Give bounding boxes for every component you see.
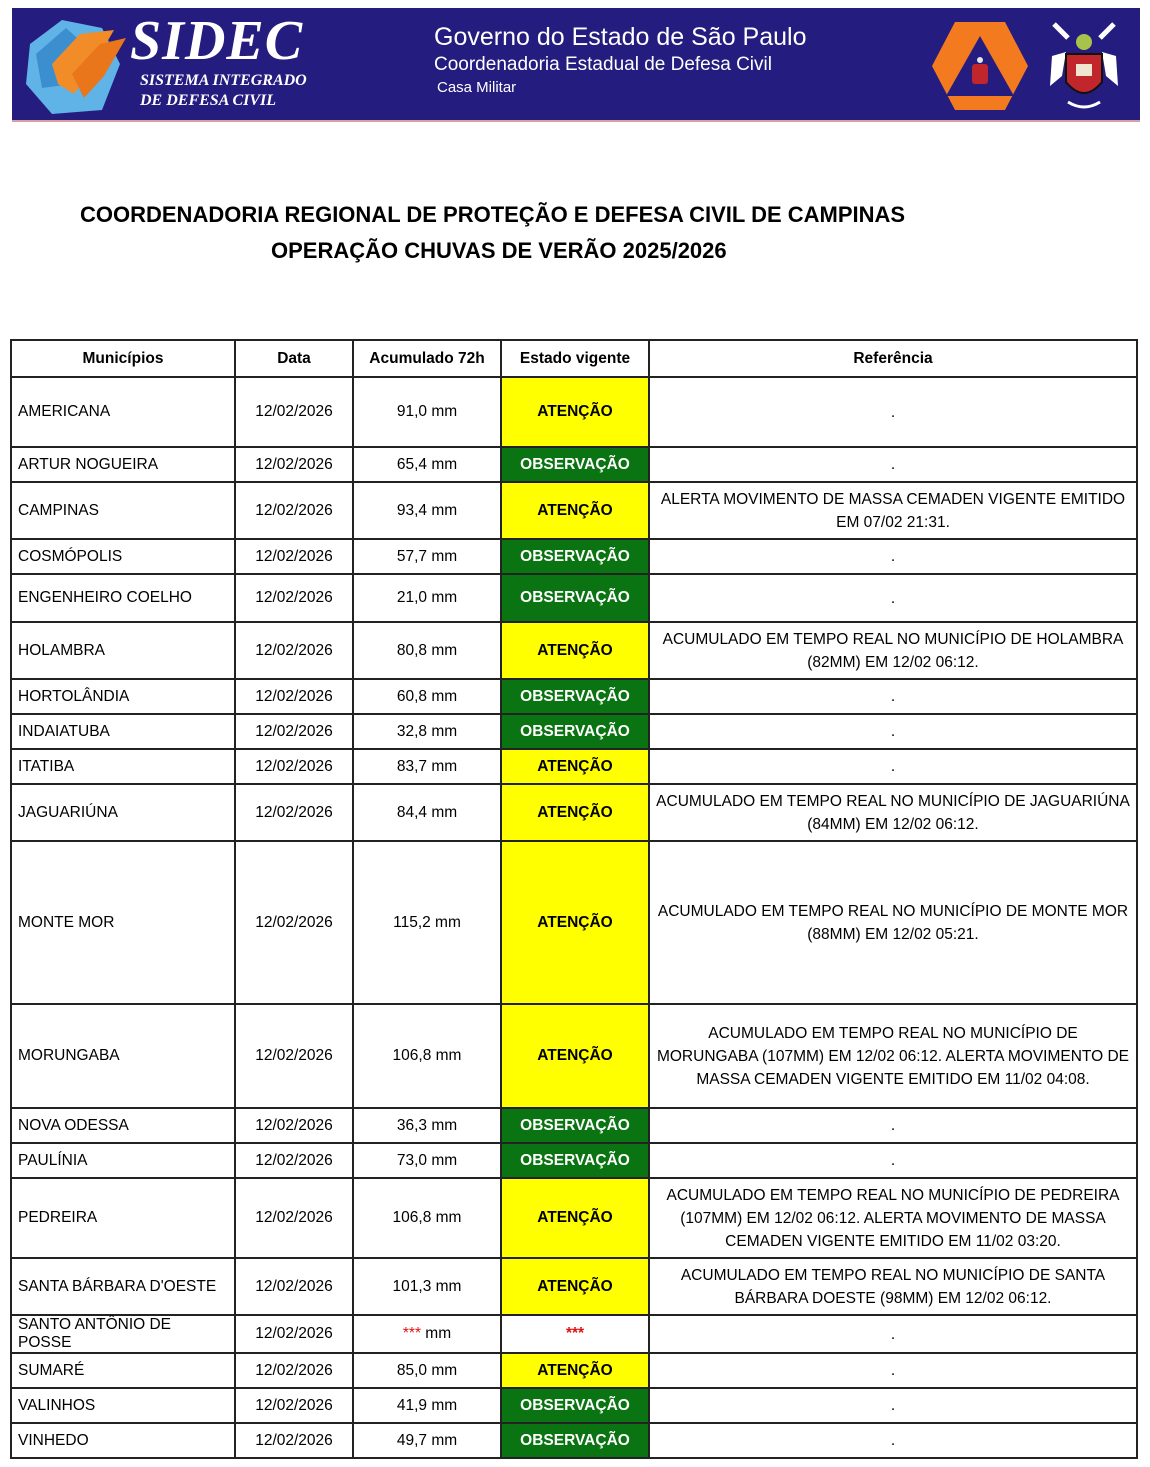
- reference-cell: ACUMULADO EM TEMPO REAL NO MUNICÍPIO DE SANTA BÁRBARA DOESTE (98MM) EM 12/02 06:12.: [649, 1258, 1137, 1315]
- status-badge: ***: [501, 1315, 649, 1353]
- municipio-cell: AMERICANA: [11, 377, 235, 447]
- table-header-row: [11, 340, 1137, 377]
- reference-cell: ALERTA MOVIMENTO DE MASSA CEMADEN VIGENTE EMITIDO EM 07/02 21:31.: [649, 482, 1137, 539]
- logo-subtitle-line2: DE DEFESA CIVIL: [140, 92, 277, 109]
- date-cell: 12/02/2026: [235, 622, 353, 679]
- reference-cell: .: [649, 574, 1137, 622]
- municipio-cell: COSMÓPOLIS: [11, 539, 235, 574]
- accumulated-rain-cell: 60,8 mm: [353, 679, 501, 714]
- reference-cell: ACUMULADO EM TEMPO REAL NO MUNICÍPIO DE HOLAMBRA (82MM) EM 12/02 06:12.: [649, 622, 1137, 679]
- accumulated-rain-cell: 101,3 mm: [353, 1258, 501, 1315]
- municipio-cell: PAULÍNIA: [11, 1143, 235, 1178]
- date-cell: 12/02/2026: [235, 1178, 353, 1258]
- logo-title: SIDEC: [130, 10, 304, 72]
- rainfall-status-table: [10, 339, 1138, 1459]
- date-cell: 12/02/2026: [235, 1143, 353, 1178]
- date-cell: 12/02/2026: [235, 1315, 353, 1353]
- date-cell: 12/02/2026: [235, 482, 353, 539]
- table-row: [11, 1315, 1137, 1353]
- civil-defense-emblem-icon: [930, 20, 1030, 112]
- date-cell: 12/02/2026: [235, 1423, 353, 1458]
- status-badge: OBSERVAÇÃO: [501, 1108, 649, 1143]
- status-badge: OBSERVAÇÃO: [501, 574, 649, 622]
- table-row: [11, 1353, 1137, 1388]
- municipio-cell: JAGUARIÚNA: [11, 784, 235, 841]
- municipio-cell: SANTO ANTÔNIO DE POSSE: [11, 1315, 235, 1353]
- reference-cell: ACUMULADO EM TEMPO REAL NO MUNICÍPIO DE PEDREIRA (107MM) EM 12/02 06:12. ALERTA MOVIMENTO DE MASSA CEMADEN VIGENTE EMITIDO EM 11/02 03:20.: [649, 1178, 1137, 1258]
- status-badge: ATENÇÃO: [501, 841, 649, 1004]
- municipio-cell: VALINHOS: [11, 1388, 235, 1423]
- table-row: [11, 1258, 1137, 1315]
- reference-cell: .: [649, 447, 1137, 482]
- date-cell: 12/02/2026: [235, 1353, 353, 1388]
- accumulated-rain-cell: 21,0 mm: [353, 574, 501, 622]
- date-cell: 12/02/2026: [235, 714, 353, 749]
- municipio-cell: HOLAMBRA: [11, 622, 235, 679]
- municipio-cell: ENGENHEIRO COELHO: [11, 574, 235, 622]
- accumulated-rain-cell: 106,8 mm: [353, 1178, 501, 1258]
- table-row: [11, 784, 1137, 841]
- accumulated-rain-cell: 32,8 mm: [353, 714, 501, 749]
- accumulated-rain-cell: [353, 1315, 501, 1353]
- column-header-acumulado: Acumulado 72h: [353, 340, 501, 377]
- reference-cell: .: [649, 1423, 1137, 1458]
- column-header-municipios: Municípios: [11, 340, 235, 377]
- status-badge: OBSERVAÇÃO: [501, 1388, 649, 1423]
- date-cell: 12/02/2026: [235, 1004, 353, 1108]
- table-row: [11, 1423, 1137, 1458]
- reference-cell: .: [649, 714, 1137, 749]
- table-row: [11, 749, 1137, 784]
- reference-cell: ACUMULADO EM TEMPO REAL NO MUNICÍPIO DE MORUNGABA (107MM) EM 12/02 06:12. ALERTA MOVIMENTO DE MASSA CEMADEN VIGENTE EMITIDO EM 11/02 04:08.: [649, 1004, 1137, 1108]
- status-badge: ATENÇÃO: [501, 1258, 649, 1315]
- date-cell: 12/02/2026: [235, 1108, 353, 1143]
- table-row: [11, 574, 1137, 622]
- accumulated-rain-cell: 106,8 mm: [353, 1004, 501, 1108]
- table-row: [11, 622, 1137, 679]
- reference-cell: ACUMULADO EM TEMPO REAL NO MUNICÍPIO DE JAGUARIÚNA (84MM) EM 12/02 06:12.: [649, 784, 1137, 841]
- accumulated-rain-cell: 73,0 mm: [353, 1143, 501, 1178]
- reference-cell: ACUMULADO EM TEMPO REAL NO MUNICÍPIO DE MONTE MOR (88MM) EM 12/02 05:21.: [649, 841, 1137, 1004]
- municipio-cell: MORUNGABA: [11, 1004, 235, 1108]
- status-badge: ATENÇÃO: [501, 482, 649, 539]
- date-cell: 12/02/2026: [235, 447, 353, 482]
- unit-label: mm: [425, 1325, 452, 1342]
- status-badge: ATENÇÃO: [501, 1178, 649, 1258]
- document-subtitle: OPERAÇÃO CHUVAS DE VERÃO 2025/2026: [271, 238, 727, 263]
- status-badge: OBSERVAÇÃO: [501, 714, 649, 749]
- accumulated-rain-cell: 84,4 mm: [353, 784, 501, 841]
- table-row: [11, 539, 1137, 574]
- table-row: [11, 1178, 1137, 1258]
- municipio-cell: SANTA BÁRBARA D'OESTE: [11, 1258, 235, 1315]
- header-banner: [12, 8, 1140, 122]
- date-cell: 12/02/2026: [235, 539, 353, 574]
- status-badge: ATENÇÃO: [501, 784, 649, 841]
- coordination-name: Coordenadoria Estadual de Defesa Civil: [434, 54, 772, 75]
- municipio-cell: MONTE MOR: [11, 841, 235, 1004]
- status-badge: OBSERVAÇÃO: [501, 1423, 649, 1458]
- accumulated-rain-cell: 41,9 mm: [353, 1388, 501, 1423]
- accumulated-rain-cell: 91,0 mm: [353, 377, 501, 447]
- date-cell: 12/02/2026: [235, 784, 353, 841]
- table-row: [11, 1388, 1137, 1423]
- table-row: [11, 1108, 1137, 1143]
- military-crest-icon: [1044, 16, 1124, 116]
- municipio-cell: VINHEDO: [11, 1423, 235, 1458]
- status-badge: OBSERVAÇÃO: [501, 447, 649, 482]
- reference-cell: .: [649, 1108, 1137, 1143]
- date-cell: 12/02/2026: [235, 1388, 353, 1423]
- document-title: COORDENADORIA REGIONAL DE PROTEÇÃO E DEFESA CIVIL DE CAMPINAS: [80, 202, 906, 227]
- table-row: [11, 714, 1137, 749]
- logo-subtitle-line1: SISTEMA INTEGRADO: [140, 72, 307, 89]
- reference-cell: .: [649, 1315, 1137, 1353]
- reference-cell: .: [649, 377, 1137, 447]
- reference-cell: .: [649, 1143, 1137, 1178]
- table-row: [11, 1004, 1137, 1108]
- table-row: [11, 841, 1137, 1004]
- column-header-data: Data: [235, 340, 353, 377]
- accumulated-rain-cell: 49,7 mm: [353, 1423, 501, 1458]
- municipio-cell: PEDREIRA: [11, 1178, 235, 1258]
- status-badge: ATENÇÃO: [501, 1004, 649, 1108]
- accumulated-rain-cell: 80,8 mm: [353, 622, 501, 679]
- date-cell: 12/02/2026: [235, 841, 353, 1004]
- missing-value-marker: ***: [402, 1325, 421, 1342]
- municipio-cell: ARTUR NOGUEIRA: [11, 447, 235, 482]
- reference-cell: .: [649, 679, 1137, 714]
- accumulated-rain-cell: 65,4 mm: [353, 447, 501, 482]
- accumulated-rain-cell: 93,4 mm: [353, 482, 501, 539]
- table-row: [11, 679, 1137, 714]
- status-badge: OBSERVAÇÃO: [501, 539, 649, 574]
- table-row: [11, 447, 1137, 482]
- date-cell: 12/02/2026: [235, 679, 353, 714]
- status-badge: OBSERVAÇÃO: [501, 679, 649, 714]
- reference-cell: .: [649, 749, 1137, 784]
- municipio-cell: INDAIATUBA: [11, 714, 235, 749]
- status-badge: ATENÇÃO: [501, 377, 649, 447]
- sidec-logo-icon: [22, 14, 130, 118]
- municipio-cell: NOVA ODESSA: [11, 1108, 235, 1143]
- municipio-cell: SUMARÉ: [11, 1353, 235, 1388]
- casa-militar-label: Casa Militar: [437, 79, 517, 96]
- municipio-cell: ITATIBA: [11, 749, 235, 784]
- date-cell: 12/02/2026: [235, 377, 353, 447]
- municipio-cell: HORTOLÂNDIA: [11, 679, 235, 714]
- accumulated-rain-cell: 57,7 mm: [353, 539, 501, 574]
- accumulated-rain-cell: 115,2 mm: [353, 841, 501, 1004]
- date-cell: 12/02/2026: [235, 749, 353, 784]
- accumulated-rain-cell: 85,0 mm: [353, 1353, 501, 1388]
- date-cell: 12/02/2026: [235, 1258, 353, 1315]
- date-cell: 12/02/2026: [235, 574, 353, 622]
- accumulated-rain-cell: 83,7 mm: [353, 749, 501, 784]
- accumulated-rain-cell: 36,3 mm: [353, 1108, 501, 1143]
- government-name: Governo do Estado de São Paulo: [434, 23, 807, 51]
- reference-cell: .: [649, 1388, 1137, 1423]
- status-badge: ATENÇÃO: [501, 1353, 649, 1388]
- column-header-estado: Estado vigente: [501, 340, 649, 377]
- municipio-cell: CAMPINAS: [11, 482, 235, 539]
- status-badge: OBSERVAÇÃO: [501, 1143, 649, 1178]
- status-badge: ATENÇÃO: [501, 622, 649, 679]
- status-badge: ATENÇÃO: [501, 749, 649, 784]
- table-row: [11, 377, 1137, 447]
- table-row: [11, 1143, 1137, 1178]
- reference-cell: .: [649, 539, 1137, 574]
- column-header-referencia: Referência: [649, 340, 1137, 377]
- table-row: [11, 482, 1137, 539]
- reference-cell: .: [649, 1353, 1137, 1388]
